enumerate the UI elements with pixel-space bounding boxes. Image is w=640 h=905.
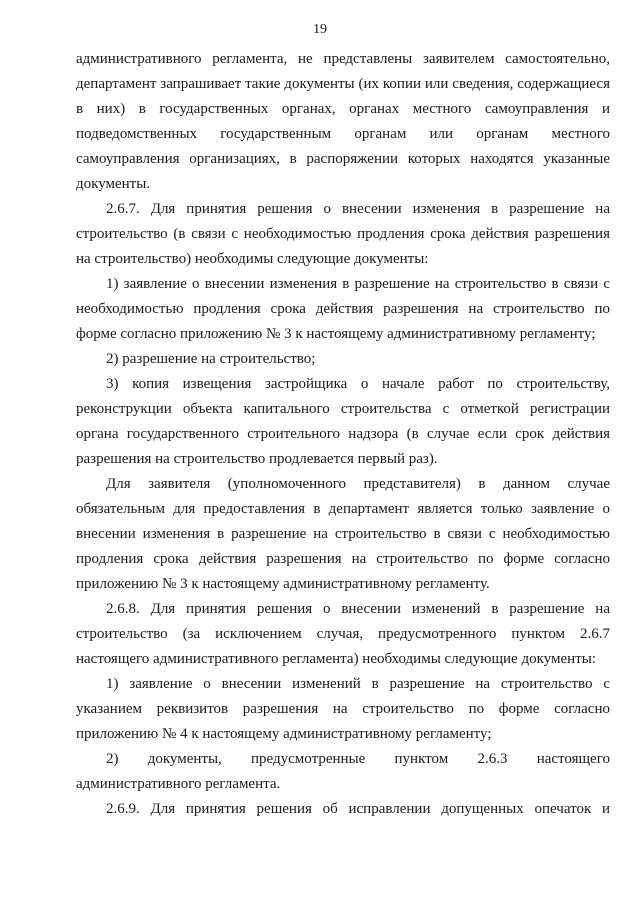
list-item-2-6-8-1: 1) заявление о внесении изменений в разрешение на строительство с указанием реквизитов разрешения на строительство по форме согласно приложению № 4 к настоящему административному регламенту; [76,676,610,742]
paragraph-2-6-7: 2.6.7. Для принятия решения о внесении изменения в разрешение на строительство (в связи с необходимостью продления срока действия разрешения на строительство) необходимы следующие документы: [76,201,610,267]
page-number: 19 [313,22,327,37]
paragraph-2-6-8: 2.6.8. Для принятия решения о внесении изменений в разрешение на строительство (за исключением случая, предусмотренного пунктом 2.6.7 настоящего административного регламента) необходимы следующие документы: [76,601,610,667]
list-item-2-6-7-3: 3) копия извещения застройщика о начале работ по строительству, реконструкции объекта капитального строительства с отметкой регистрации органа государственного строительного надзора (в случае если срок действия разрешения на строительство продлевается первый раз). [76,376,610,467]
paragraph-continuation: административного регламента, не представлены заявителем самостоятельно, департамент запрашивает такие документы (их копии или сведения, содержащиеся в них) в государственных органах, органах местного самоуправления и подведомственных государственным органам или органам местного самоуправления организациях, в распоряжении которых находятся указанные документы. [76,51,610,192]
paragraph-applicant-note: Для заявителя (уполномоченного представителя) в данном случае обязательным для предоставления в департамент является только заявление о внесении изменения в разрешение на строительство в связи с необходимостью продления срока действия разрешения на строительство по форме согласно приложению № 3 к настоящему административному регламенту. [76,476,610,592]
list-item-2-6-7-2: 2) разрешение на строительство; [106,351,316,367]
list-item-2-6-8-2: 2) документы, предусмотренные пунктом 2.6.3 настоящего административного регламента. [76,751,610,792]
paragraph-2-6-9: 2.6.9. Для принятия решения об исправлении допущенных опечаток и [106,801,610,817]
document-body [76,47,610,822]
list-item-2-6-7-1: 1) заявление о внесении изменения в разрешение на строительство в связи с необходимостью продления срока действия разрешения на строительство по форме согласно приложению № 3 к настоящему административному регламенту; [76,276,610,342]
